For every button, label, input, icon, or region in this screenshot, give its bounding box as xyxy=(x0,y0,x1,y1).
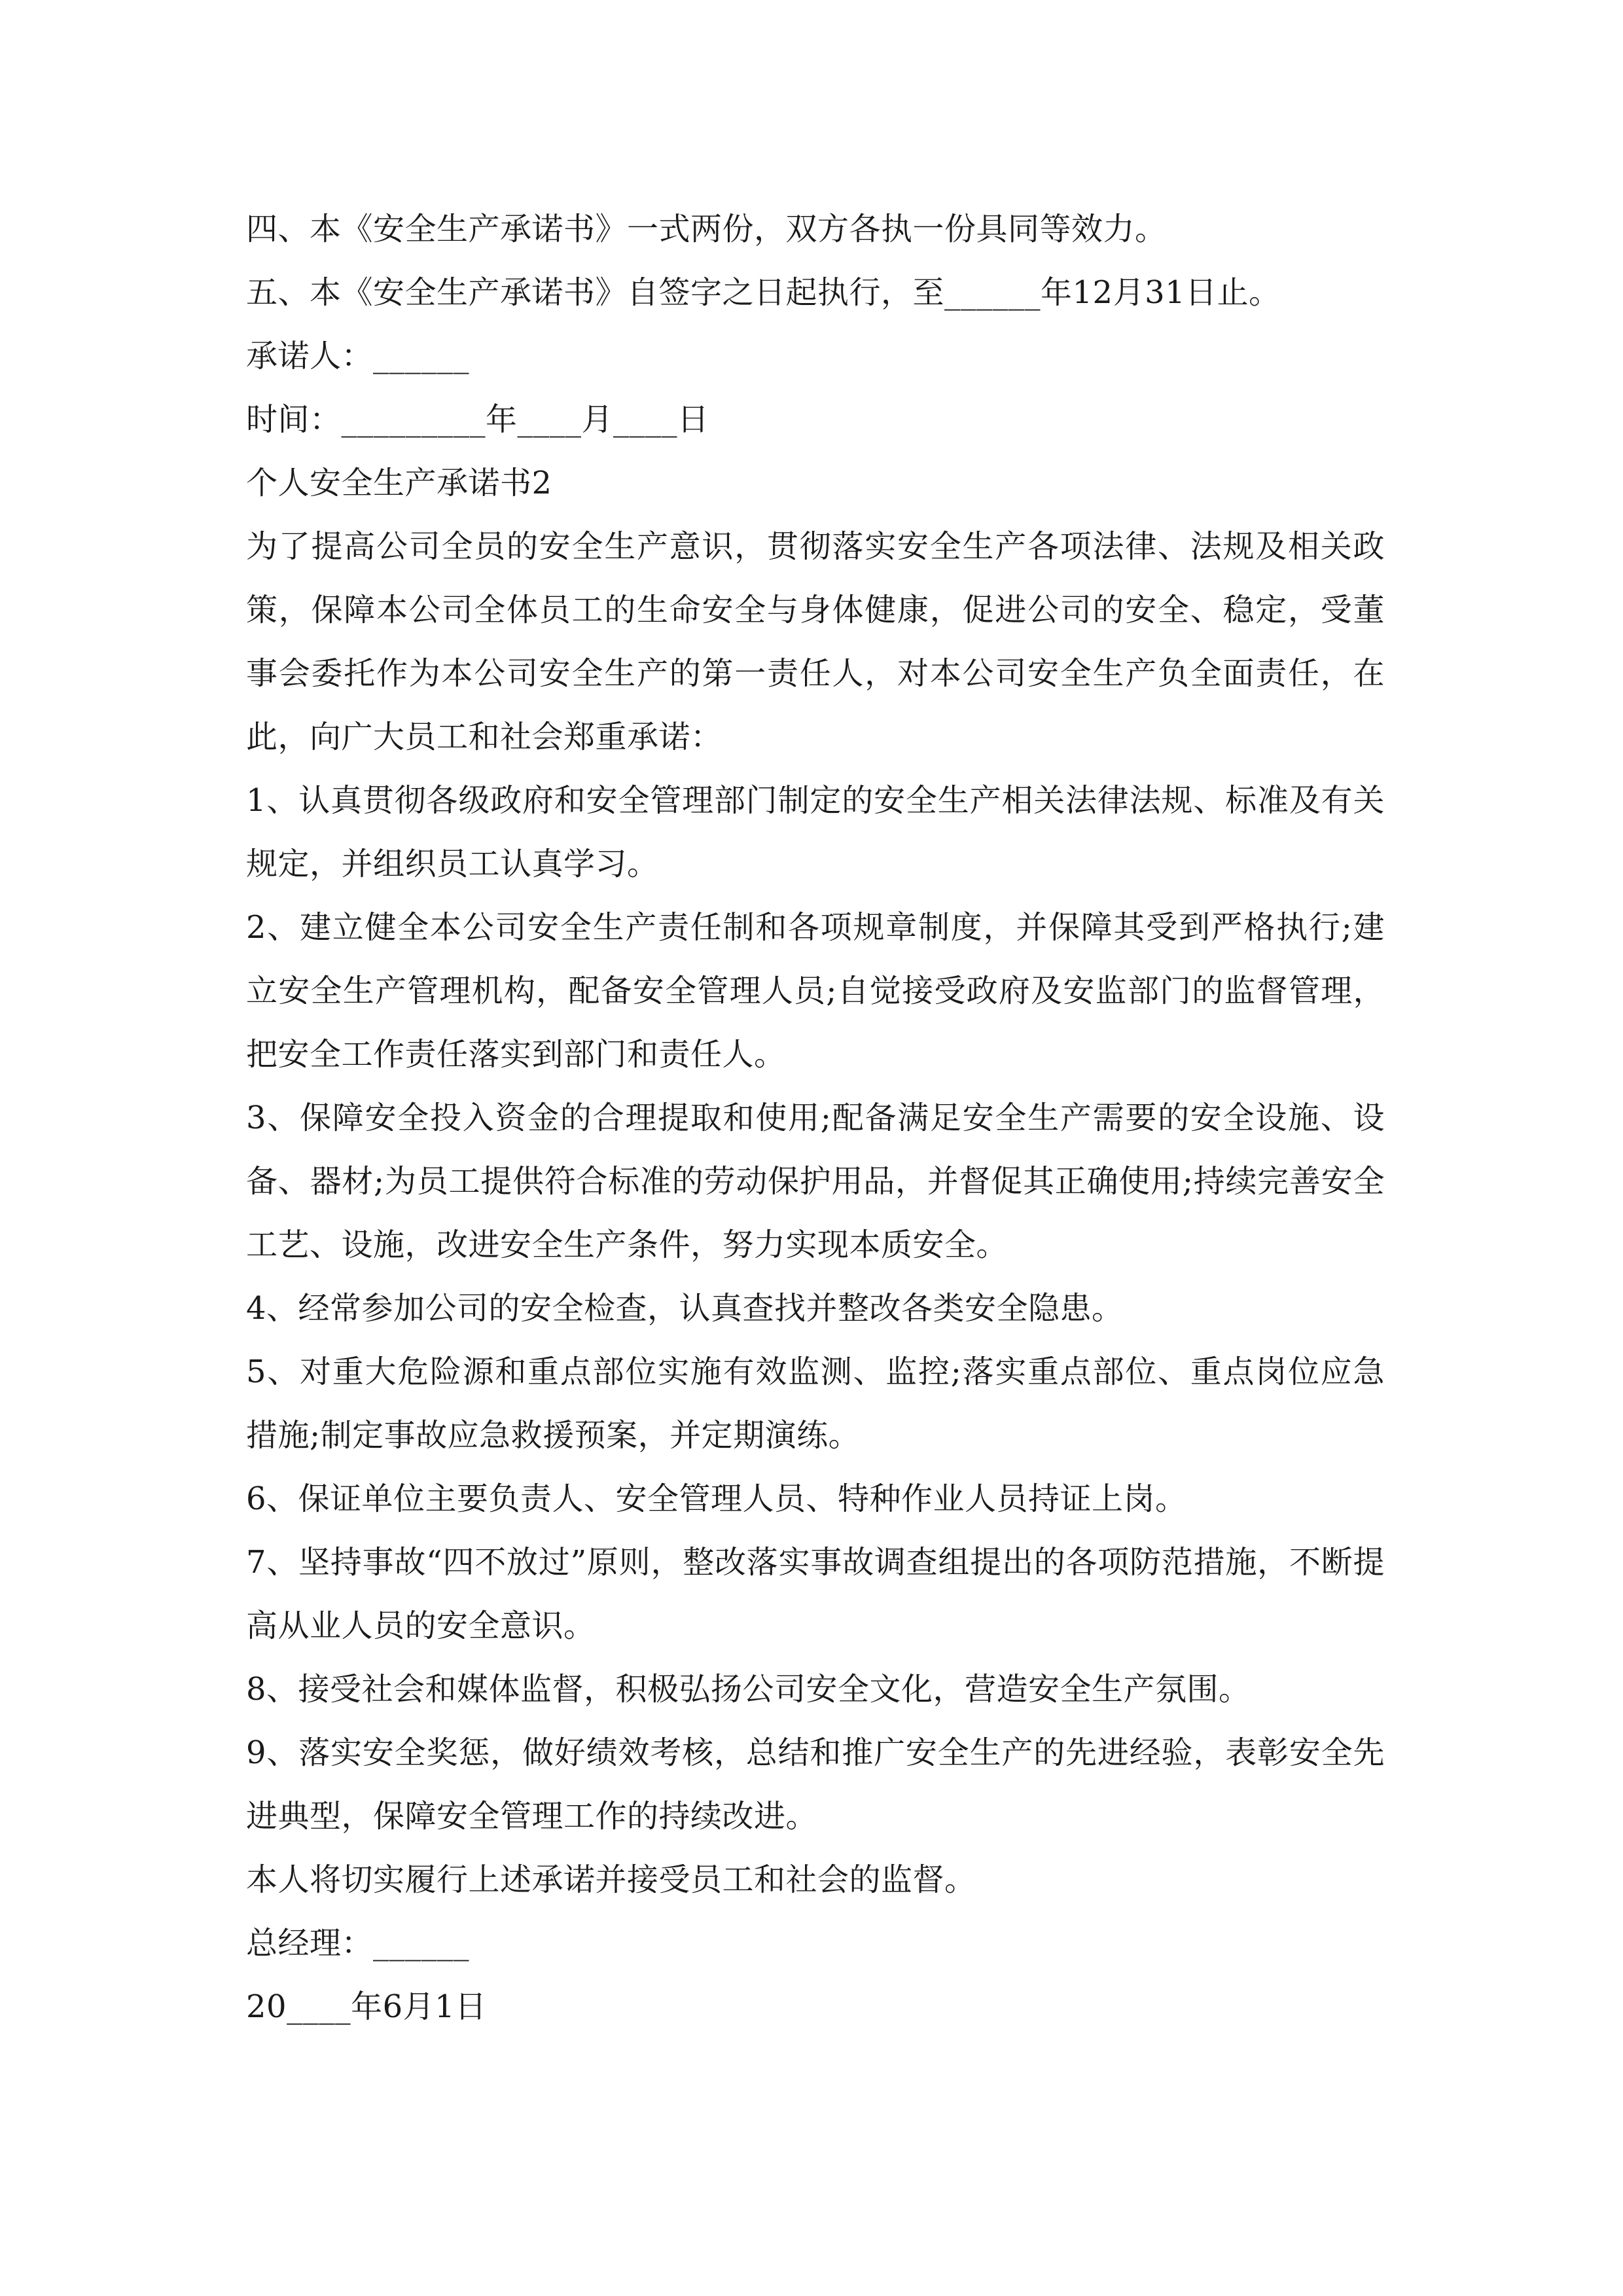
commitment-item-8: 8、接受社会和媒体监督，积极弘扬公司安全文化，营造安全生产氛围。 xyxy=(246,1671,1251,1708)
commitment-item-6: 6、保证单位主要负责人、安全管理人员、特种作业人员持证上岗。 xyxy=(246,1480,1187,1517)
clause-four: 四、本《安全生产承诺书》一式两份，双方各执一份具同等效力。 xyxy=(246,211,1167,247)
document-body xyxy=(246,198,1385,2039)
intro-paragraph: 为了提高公司全员的安全生产意识，贯彻落实安全生产各项法律、法规及相关政策，保障本公司全体员工的生命安全与身体健康，促进公司的安全、稳定，受董事会委托作为本公司安全生产的第一责任人，对本公司安全生产负全面责任，在此，向广大员工和社会郑重承诺： xyxy=(246,528,1385,755)
commitment-item-3: 3、保障安全投入资金的合理提取和使用;配备满足安全生产需要的安全设施、设备、器材;为员工提供符合标准的劳动保护用品，并督促其正确使用;持续完善安全工艺、设施，改进安全生产条件，努力实现本质安全。 xyxy=(246,1100,1385,1263)
commitment-item-7: 7、坚持事故“四不放过”原则，整改落实事故调查组提出的各项防范措施，不断提高从业人员的安全意识。 xyxy=(246,1544,1385,1644)
signing-date: 20____年6月1日 xyxy=(246,1988,487,2025)
promisor-signature-line: 承诺人：______ xyxy=(246,338,470,374)
clause-five: 五、本《安全生产承诺书》自签字之日起执行，至______年12月31日止。 xyxy=(246,274,1281,311)
commitment-item-9: 9、落实安全奖惩，做好绩效考核，总结和推广安全生产的先进经验，表彰安全先进典型，保障安全管理工作的持续改进。 xyxy=(246,1734,1385,1835)
section-title: 个人安全生产承诺书2 xyxy=(246,465,552,501)
general-manager-signature-line: 总经理：______ xyxy=(246,1925,470,1962)
commitment-item-1: 1、认真贯彻各级政府和安全管理部门制定的安全生产相关法律法规、标准及有关规定，并组织员工认真学习。 xyxy=(246,782,1385,882)
commitment-item-5: 5、对重大危险源和重点部位实施有效监测、监控;落实重点部位、重点岗位应急措施;制定事故应急救援预案，并定期演练。 xyxy=(246,1354,1385,1454)
commitment-item-2: 2、建立健全本公司安全生产责任制和各项规章制度，并保障其受到严格执行;建立安全生产管理机构，配备安全管理人员;自觉接受政府及安监部门的监督管理，把安全工作责任落实到部门和责任人。 xyxy=(246,909,1385,1073)
date-line: 时间：_________年____月____日 xyxy=(246,401,709,438)
commitment-item-4: 4、经常参加公司的安全检查，认真查找并整改各类安全隐患。 xyxy=(246,1290,1124,1327)
closing-statement: 本人将切实履行上述承诺并接受员工和社会的监督。 xyxy=(246,1861,976,1898)
